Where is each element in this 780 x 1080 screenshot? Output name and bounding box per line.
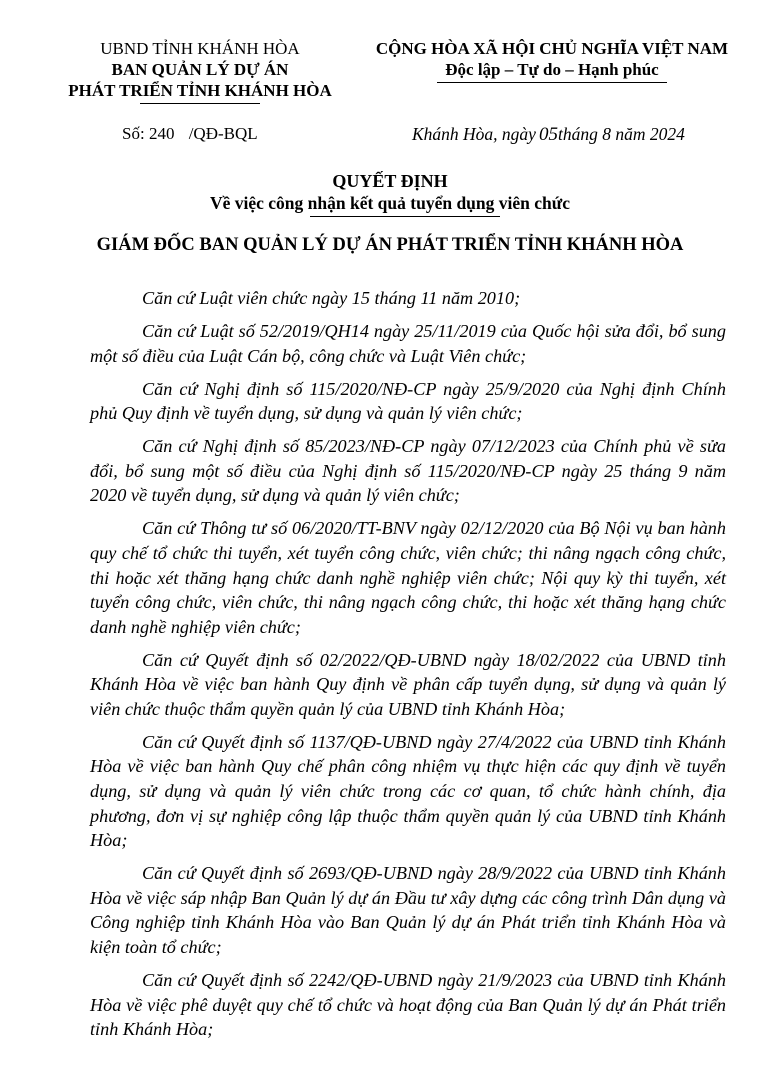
date-prefix: Khánh Hòa, ngày: [412, 124, 536, 144]
agency-name-line1: BAN QUẢN LÝ DỰ ÁN: [111, 60, 289, 79]
preamble-paragraph: Căn cứ Nghị định số 85/2023/NĐ-CP ngày 07/12/2023 của Chính phủ về sửa đổi, bổ sung một số điều của Nghị định số 115/2020/NĐ-CP ngày 25 tháng 9 năm 2020 về tuyển dụng, sử dụng và quản lý viên chức;: [90, 436, 726, 506]
preamble-paragraph: Căn cứ Luật số 52/2019/QH14 ngày 25/11/2019 của Quốc hội sửa đổi, bổ sung một số điều của Luật Cán bộ, công chức và Luật Viên chức;: [90, 320, 726, 366]
preamble-paragraph: Căn cứ Thông tư số 06/2020/TT-BNV ngày 02/12/2020 của Bộ Nội vụ ban hành quy chế tổ chức thi tuyển, xét tuyển công chức, viên chức; thi nâng ngạch công chức, thi hoặc xét thăng hạng chức danh nghề nghiệp viên chức; Nội quy kỳ thi tuyển, xét tuyển công chức, viên chức, thi nâng ngạch công chức, thi hoặc xét thăng hạng chức danh nghề nghiệp viên chức;: [90, 518, 726, 637]
national-title: CỘNG HÒA XÃ HỘI CHỦ NGHĨA VIỆT NAM: [375, 39, 729, 58]
motto-underline: [437, 82, 667, 83]
subtitle-underline: [310, 216, 500, 217]
preamble-paragraph: Căn cứ Quyết định số 02/2022/QĐ-UBND ngày 18/02/2022 của UBND tỉnh Khánh Hòa về việc ban hành Quy định về phân cấp tuyển dụng, sử dụng và quản lý viên chức thuộc thẩm quyền quản lý của UBND tỉnh Khánh Hòa;: [90, 649, 726, 719]
national-motto: Độc lập – Tự do – Hạnh phúc: [445, 60, 659, 79]
preamble: [90, 286, 726, 1050]
agency-name-line2: PHÁT TRIỂN TỈNH KHÁNH HÒA: [68, 81, 332, 100]
decision-title: QUYẾT ĐỊNH: [332, 171, 448, 191]
preamble-paragraph: Căn cứ Luật viên chức ngày 15 tháng 11 năm 2010;: [142, 288, 521, 308]
decision-subtitle: Về việc công nhận kết quả tuyển dụng viên chức: [209, 193, 571, 213]
date-rest: tháng 8 năm 2024: [557, 124, 685, 144]
number-suffix: /QĐ-BQL: [188, 124, 258, 143]
document-date: [412, 124, 685, 146]
preamble-paragraph: Căn cứ Quyết định số 1137/QĐ-UBND ngày 27/4/2022 của UBND tỉnh Khánh Hòa về việc ban hành Quy chế phân công nhiệm vụ thực hiện các quy định về tuyển dụng, sử dụng và quản lý viên chức trong các cơ quan, tổ chức hành chính, địa phương, đơn vị sự nghiệp công lập thuộc thẩm quyền quản lý của UBND tỉnh Khánh Hòa;: [90, 731, 726, 851]
number-value: 240: [148, 124, 175, 143]
agency-underline: [140, 103, 260, 104]
number-prefix: Số:: [122, 124, 145, 143]
authority-title: GIÁM ĐỐC BAN QUẢN LÝ DỰ ÁN PHÁT TRIỂN TỈNH KHÁNH HÒA: [96, 235, 684, 255]
date-day: 05: [538, 124, 558, 145]
preamble-paragraph: Căn cứ Quyết định số 2693/QĐ-UBND ngày 28/9/2022 của UBND tỉnh Khánh Hòa về việc sáp nhập Ban Quản lý dự án Đầu tư xây dựng các công trình Dân dụng và Công nghiệp tỉnh Khánh Hòa vào Ban Quản lý dự án Phát triển tỉnh Khánh Hòa và kiện toàn tổ chức;: [90, 863, 726, 957]
document-number: [122, 124, 258, 144]
agency-parent: UBND TỈNH KHÁNH HÒA: [100, 39, 300, 58]
preamble-paragraph: Căn cứ Nghị định số 115/2020/NĐ-CP ngày 25/9/2020 của Nghị định Chính phủ Quy định về tuyển dụng, sử dụng và quản lý viên chức;: [90, 378, 726, 424]
preamble-paragraph: Căn cứ Quyết định số 2242/QĐ-UBND ngày 21/9/2023 của UBND tỉnh Khánh Hòa về việc phê duyệt quy chế tổ chức và hoạt động của Ban Quản lý dự án Phát triển tỉnh Khánh Hòa;: [90, 969, 726, 1040]
